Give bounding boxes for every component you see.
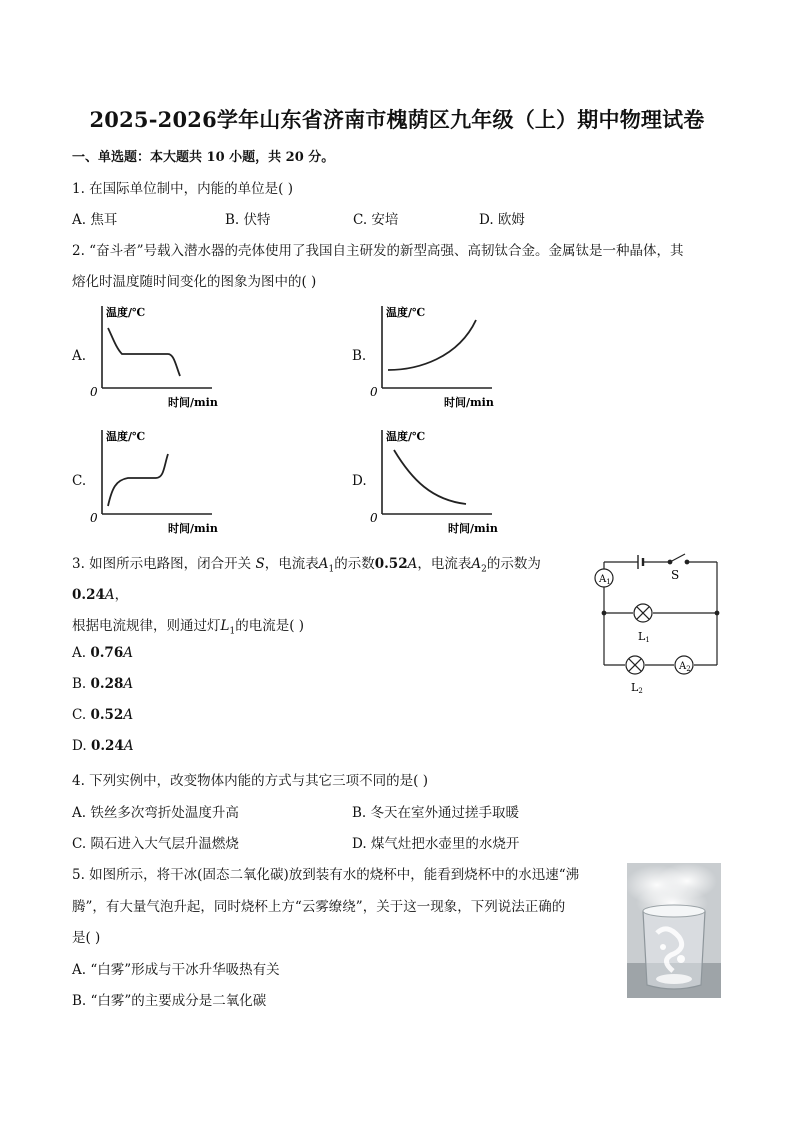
graph-d-curve [394,450,466,504]
question-1-option-a: A. 焦耳 [72,212,118,228]
question-4-option-d: D. 煤气灶把水壶里的水烧开 [352,836,520,852]
question-3-option-c: C. 0.52A [72,707,134,723]
graph-a-x-label: 时间/min [168,396,218,409]
dry-ice-beaker-photo [627,863,721,998]
question-3-option-a: A. 0.76A [72,645,133,661]
question-1-option-b: B. 伏特 [225,212,271,228]
lamp-l1-icon [634,604,652,622]
graph-a-temperature-time [88,300,224,412]
question-1-option-d: D. 欧姆 [479,212,525,228]
question-3-stem-line-3: 根据电流规律，则通过灯$L_1$的电流是( ) [72,618,305,637]
ammeter-a2-label: $A_2$ [679,661,691,673]
question-2-stem-line-2: 熔化时温度随时间变化的图象为图中的( ) [72,274,317,290]
graph-c-curve [108,454,168,506]
graph-d-x-label: 时间/min [448,522,498,535]
question-5-stem-line-3: 是( ) [72,930,101,946]
graph-a-y-label: 温度/℃ [106,306,146,319]
question-2-stem-line-1: 2. “奋斗者”号载入潜水器的壳体使用了我国自主研发的新型高强、高韧钛合金。金属钛是一种晶体，其 [72,243,684,259]
beaker-image-illustration [627,863,721,998]
question-4-option-a: A. 铁丝多次弯折处温度升高 [72,805,239,821]
graph-d-option-label: D. [352,473,367,489]
graph-c-option-label: C. [72,473,87,489]
question-5-stem-line-1: 5. 如图所示，将干冰(固态二氧化碳)放到装有水的烧杯中，能看到烧杯中的水迅速“沸 [72,867,580,883]
lamp-l1-label: L1 [638,630,650,644]
section-heading: 一、单选题：本大题共 10 小题，共 20 分。 [72,150,335,165]
graph-c-temperature-time [88,424,224,536]
question-1-option-c: C. 安培 [353,212,399,228]
graph-d-origin: 0 [370,511,378,525]
graph-b-y-label: 温度/℃ [386,306,426,319]
graph-b-x-label: 时间/min [444,396,494,409]
question-5-option-a: A. “白雾”形成与干冰升华吸热有关 [72,962,280,978]
switch-label: S [671,568,680,582]
graph-a-option-label: A. [72,348,87,364]
graph-b-origin: 0 [370,385,378,399]
question-4-stem: 4. 下列实例中，改变物体内能的方式与其它三项不同的是( ) [72,773,428,789]
question-5-option-b: B. “白雾”的主要成分是二氧化碳 [72,993,267,1009]
ammeter-a1-label: $A_1$ [599,574,611,586]
graph-a-curve [108,328,180,376]
question-4-option-b: B. 冬天在室外通过搓手取暖 [352,805,520,821]
circuit-diagram [590,550,730,700]
question-3-stem-line-1: 3. 如图所示电路图，闭合开关 S，电流表$A_1$的示数0.52A，电流表$A_2$的示数为 [72,556,541,575]
graph-c-origin: 0 [90,511,98,525]
question-1-stem: 1. 在国际单位制中，内能的单位是( ) [72,181,293,197]
page-title: 2025-2026学年山东省济南市槐荫区九年级（上）期中物理试卷 [89,107,705,132]
question-3-option-d: D. 0.24A [72,738,134,754]
question-4-option-c: C. 陨石进入大气层升温燃烧 [72,836,239,852]
graph-d-y-label: 温度/℃ [386,430,426,443]
graph-b-curve [388,320,476,370]
question-3-option-b: B. 0.28A [72,676,134,692]
question-3-stem-line-2: 0.24A， [72,587,129,603]
lamp-l2-label: L2 [631,681,643,695]
graph-c-y-label: 温度/℃ [106,430,146,443]
graph-b-option-label: B. [352,348,367,364]
graph-a-origin: 0 [90,385,98,399]
lamp-l2-icon [626,656,644,674]
graph-c-x-label: 时间/min [168,522,218,535]
graph-d-temperature-time [368,424,504,536]
graph-b-temperature-time [368,300,504,412]
question-5-stem-line-2: 腾”，有大量气泡升起，同时烧杯上方“云雾缭绕”，关于这一现象，下列说法正确的 [72,899,566,915]
